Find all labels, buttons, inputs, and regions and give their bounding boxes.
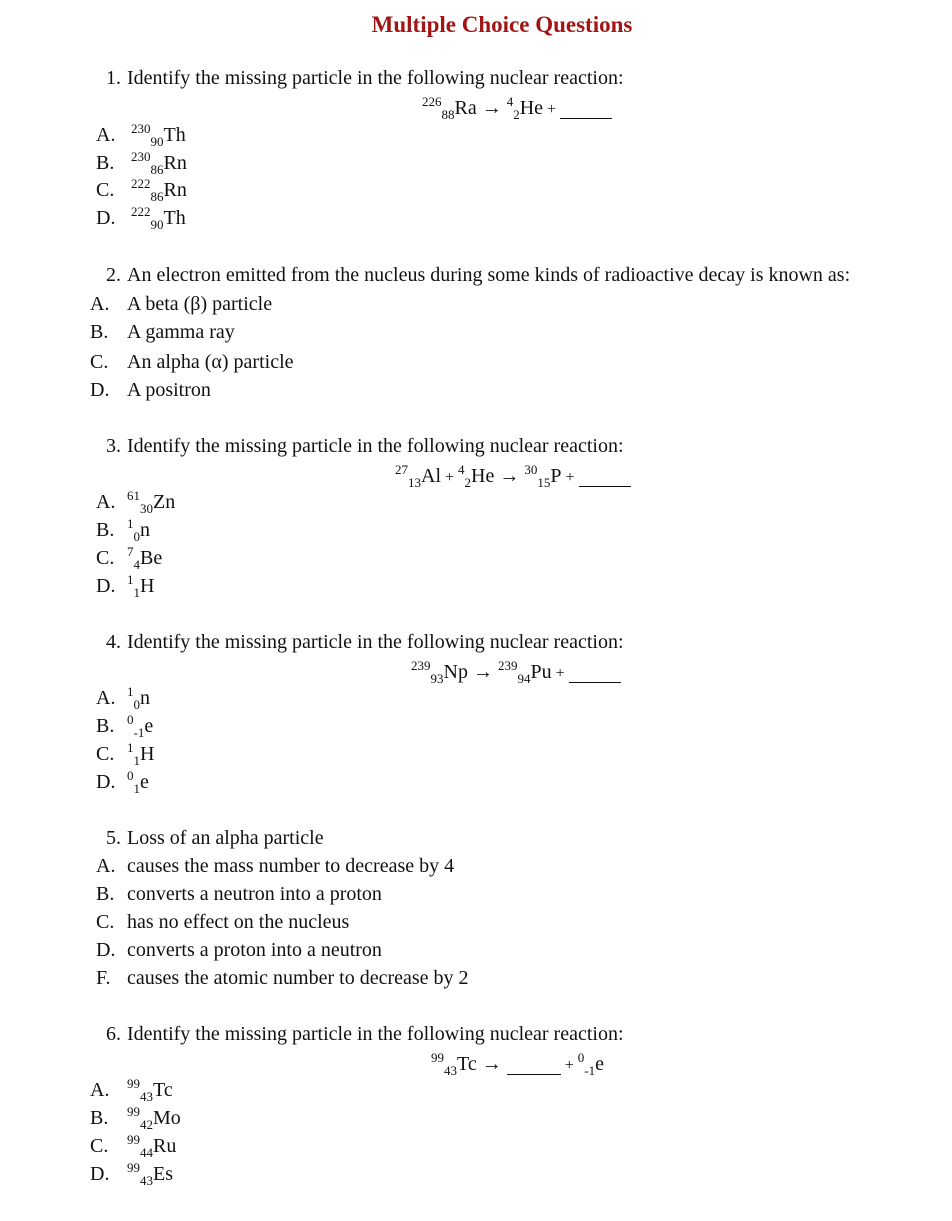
option-atomic-number: 0 — [133, 697, 140, 712]
option-symbol: Rn — [163, 179, 187, 201]
option-label: C. — [96, 547, 115, 569]
equation-nuclide — [431, 1050, 477, 1078]
option-text — [127, 686, 150, 710]
option-label: D. — [96, 771, 116, 793]
option-text — [127, 1106, 181, 1130]
equation-atomic-number: 43 — [444, 1063, 457, 1078]
option-symbol: Zn — [153, 491, 176, 513]
option-label: A. — [90, 293, 110, 315]
option-atomic-number: 90 — [150, 217, 164, 232]
answer-blank — [579, 462, 631, 487]
equation-symbol: e — [595, 1053, 604, 1075]
option-mass-number: 0 — [127, 768, 134, 783]
option-atomic-number: -1 — [133, 725, 145, 740]
option-text — [131, 206, 186, 230]
option-label: C. — [96, 911, 115, 933]
equation-symbol: Al — [421, 465, 441, 487]
option-label: C. — [90, 351, 109, 373]
reaction-arrow: → — [476, 97, 507, 119]
nuclear-equation — [422, 94, 612, 122]
option-mass-number: 1 — [127, 516, 134, 531]
option-label: B. — [90, 1107, 109, 1129]
option-label: C. — [96, 179, 115, 201]
equation-atomic-number: 94 — [517, 671, 531, 686]
option-text: has no effect on the nucleus — [127, 911, 350, 933]
option-label: A. — [96, 855, 116, 877]
option-text — [127, 742, 154, 766]
option-text: An alpha (α) particle — [127, 351, 294, 373]
option-mass-number: 61 — [127, 488, 140, 503]
equation-mass-number: 239 — [497, 658, 518, 673]
question-text: Identify the missing particle in the following nuclear reaction: — [127, 631, 624, 653]
equation-mass-number: 99 — [431, 1050, 444, 1065]
option-mass-number: 1 — [127, 572, 134, 587]
option-text: A positron — [127, 379, 211, 401]
question-number: 5. — [106, 827, 121, 849]
answer-blank — [569, 658, 621, 683]
question-number: 2. — [106, 264, 121, 286]
option-text: A beta (β) particle — [127, 293, 273, 315]
option-atomic-number: 1 — [133, 753, 140, 768]
option-atomic-number: 0 — [133, 529, 140, 544]
option-mass-number: 7 — [127, 544, 134, 559]
option-mass-number: 230 — [131, 149, 151, 164]
equation-mass-number: 4 — [506, 94, 514, 109]
equation-symbol: Tc — [457, 1053, 477, 1075]
option-symbol: H — [140, 743, 155, 765]
option-symbol: Ru — [153, 1135, 177, 1157]
option-label: A. — [96, 124, 116, 146]
option-mass-number: 99 — [127, 1132, 140, 1147]
option-atomic-number: 1 — [133, 781, 140, 796]
option-text: causes the atomic number to decrease by 2 — [127, 967, 469, 989]
option-symbol: Th — [163, 124, 186, 146]
option-text — [127, 1078, 173, 1102]
equation-nuclide — [506, 94, 544, 122]
question-number: 4. — [106, 631, 121, 653]
question-number: 3. — [106, 435, 121, 457]
option-text — [127, 1162, 173, 1186]
answer-blank — [560, 94, 612, 119]
question-text: Loss of an alpha particle — [127, 827, 324, 849]
question-text: Identify the missing particle in the following nuclear reaction: — [127, 67, 624, 89]
option-label: B. — [96, 519, 115, 541]
equation-mass-number: 0 — [577, 1050, 585, 1065]
option-symbol: n — [140, 687, 150, 709]
equation-mass-number: 226 — [422, 94, 442, 109]
option-label: D. — [96, 575, 116, 597]
equation-mass-number: 239 — [411, 658, 431, 673]
option-text — [127, 490, 175, 514]
option-text — [127, 574, 154, 598]
option-symbol: n — [140, 519, 150, 541]
option-symbol: e — [144, 715, 154, 737]
equation-mass-number: 4 — [458, 462, 465, 477]
plus-sign: + — [441, 469, 459, 486]
option-label: A. — [96, 491, 116, 513]
equation-symbol: He — [471, 465, 495, 487]
option-mass-number: 99 — [127, 1160, 140, 1175]
nuclear-equation — [395, 462, 631, 490]
option-symbol: e — [140, 771, 149, 793]
option-text: causes the mass number to decrease by 4 — [127, 855, 455, 877]
option-text — [131, 178, 187, 202]
plus-sign: + — [561, 469, 579, 486]
option-mass-number: 99 — [127, 1104, 140, 1119]
option-mass-number: 230 — [131, 121, 151, 136]
option-label: B. — [96, 883, 115, 905]
equation-atomic-number: 2 — [513, 107, 520, 122]
equation-nuclide — [422, 94, 477, 122]
option-label: A. — [90, 1079, 110, 1101]
option-label: B. — [96, 152, 115, 174]
nuclear-equation — [411, 658, 621, 686]
option-atomic-number: 86 — [150, 162, 164, 177]
option-text — [127, 518, 150, 542]
option-label: D. — [90, 1163, 110, 1185]
option-label: C. — [96, 743, 115, 765]
option-atomic-number: 90 — [150, 134, 164, 149]
equation-symbol: Np — [443, 661, 468, 683]
plus-sign: + — [560, 1057, 578, 1074]
question-number: 6. — [106, 1023, 121, 1045]
option-symbol: Tc — [153, 1079, 173, 1101]
option-mass-number: 99 — [127, 1076, 140, 1091]
equation-symbol: He — [519, 97, 544, 119]
option-atomic-number: 43 — [140, 1089, 153, 1104]
equation-atomic-number: 2 — [464, 475, 472, 490]
question-text: Identify the missing particle in the following nuclear reaction: — [127, 1023, 624, 1045]
equation-symbol: Pu — [530, 661, 552, 683]
option-label: D. — [90, 379, 110, 401]
equation-symbol: Ra — [454, 97, 477, 119]
equation-symbol: P — [550, 465, 562, 487]
option-mass-number: 1 — [127, 740, 134, 755]
plus-sign: + — [551, 665, 569, 682]
option-text — [127, 546, 162, 570]
option-mass-number: 222 — [131, 204, 151, 219]
option-mass-number: 1 — [127, 684, 134, 699]
equation-mass-number: 27 — [395, 462, 408, 477]
option-label: B. — [90, 321, 109, 343]
reaction-arrow: → — [467, 661, 498, 683]
option-symbol: Rn — [163, 152, 187, 174]
option-label: C. — [90, 1135, 109, 1157]
equation-atomic-number: 93 — [430, 671, 444, 686]
option-symbol: Mo — [153, 1107, 181, 1129]
option-atomic-number: 30 — [140, 501, 153, 516]
option-atomic-number: 42 — [140, 1117, 153, 1132]
option-mass-number: 222 — [131, 176, 151, 191]
option-symbol: Be — [140, 547, 163, 569]
option-label: F. — [96, 967, 111, 989]
page-title: Multiple Choice Questions — [371, 12, 633, 37]
option-atomic-number: 44 — [140, 1145, 153, 1160]
option-symbol: Es — [153, 1163, 173, 1185]
answer-blank — [507, 1050, 561, 1075]
option-label: D. — [96, 939, 116, 961]
option-atomic-number: 86 — [150, 189, 164, 204]
equation-mass-number: 30 — [524, 462, 538, 477]
reaction-arrow: → — [476, 1053, 507, 1075]
equation-nuclide — [577, 1050, 604, 1078]
option-atomic-number: 4 — [133, 557, 140, 572]
nuclear-equation — [431, 1050, 604, 1078]
equation-atomic-number: 15 — [537, 475, 551, 490]
option-label: D. — [96, 207, 116, 229]
option-symbol: H — [140, 575, 155, 597]
option-text — [127, 1134, 176, 1158]
option-label: B. — [96, 715, 115, 737]
option-mass-number: 0 — [127, 712, 134, 727]
option-text: converts a neutron into a proton — [127, 883, 382, 905]
equation-atomic-number: -1 — [584, 1063, 596, 1078]
option-text: A gamma ray — [127, 321, 235, 343]
question-text: Identify the missing particle in the following nuclear reaction: — [127, 435, 624, 457]
equation-nuclide — [458, 462, 495, 490]
equation-nuclide — [411, 658, 468, 686]
equation-atomic-number: 13 — [408, 475, 421, 490]
option-label: A. — [96, 687, 116, 709]
plus-sign: + — [543, 101, 561, 118]
equation-atomic-number: 88 — [441, 107, 455, 122]
equation-nuclide — [524, 462, 562, 490]
equation-nuclide — [395, 462, 441, 490]
option-text — [131, 151, 187, 175]
option-text: converts a proton into a neutron — [127, 939, 382, 961]
question-text: An electron emitted from the nucleus during some kinds of radioactive decay is known as: — [127, 264, 851, 286]
reaction-arrow: → — [494, 465, 525, 487]
option-symbol: Th — [163, 207, 186, 229]
option-text — [131, 123, 186, 147]
option-text — [127, 770, 149, 794]
question-number: 1. — [106, 67, 121, 89]
option-text — [127, 714, 153, 738]
option-atomic-number: 1 — [133, 585, 140, 600]
option-atomic-number: 43 — [140, 1173, 153, 1188]
equation-nuclide — [497, 658, 552, 686]
